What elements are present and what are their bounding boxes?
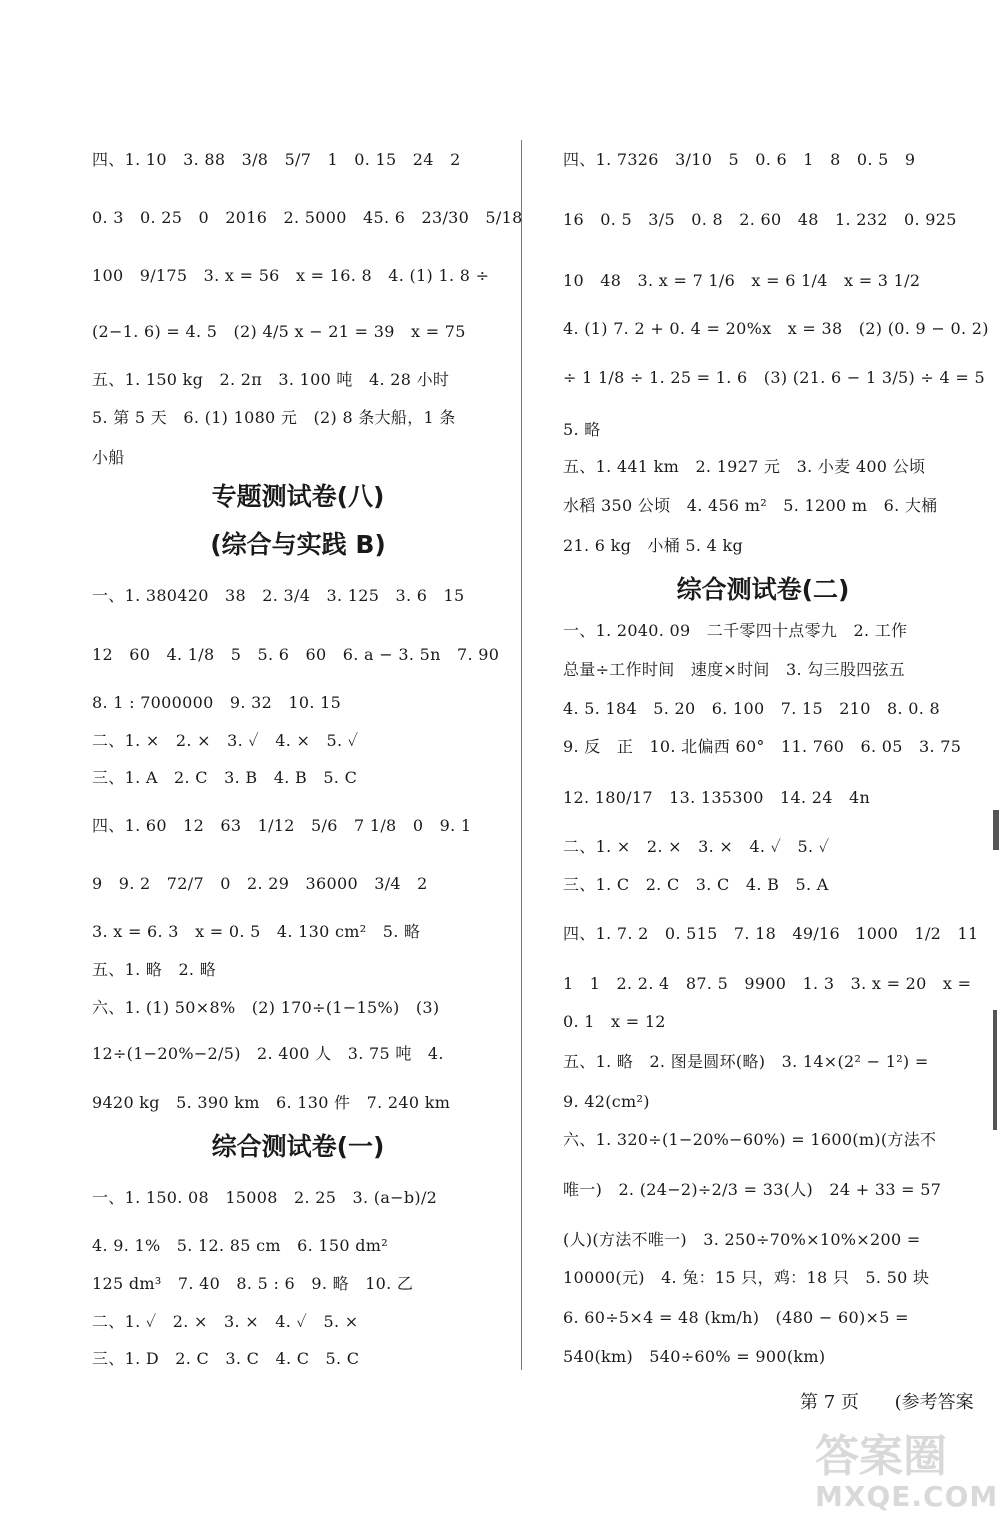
answer-line: 一、1. 150. 08 15008 2. 25 3. (a−b)/2 bbox=[92, 1188, 438, 1207]
answer-line: 四、1. 60 12 63 1/12 5/6 7 1/8 0 9. 1 bbox=[92, 816, 472, 835]
section-heading: 专题测试卷(八) bbox=[211, 482, 385, 511]
section-heading: 综合测试卷(二) bbox=[676, 575, 850, 604]
answer-line: 五、1. 略 2. 略 bbox=[92, 960, 217, 979]
answer-line: 4. 5. 184 5. 20 6. 100 7. 15 210 8. 0. 8 bbox=[563, 699, 940, 718]
answer-line: 一、1. 2040. 09 二千零四十点零九 2. 工作 bbox=[563, 621, 908, 640]
answer-line: 三、1. C 2. C 3. C 4. B 5. A bbox=[563, 875, 829, 894]
answer-line: 四、1. 7. 2 0. 515 7. 18 49/16 1000 1/2 11 bbox=[563, 924, 979, 943]
answer-line: 9. 反 正 10. 北偏西 60° 11. 760 6. 05 3. 75 bbox=[563, 737, 962, 756]
answer-line: 12 60 4. 1/8 5 5. 6 60 6. a − 3. 5n 7. 90 bbox=[92, 645, 500, 664]
answer-line: 五、1. 略 2. 图是圆环(略) 3. 14×(2² − 1²) = bbox=[563, 1052, 929, 1071]
edge-mark bbox=[993, 810, 999, 850]
answer-line: 21. 6 kg 小桶 5. 4 kg bbox=[563, 536, 744, 555]
watermark-text: 答案圈 bbox=[815, 1431, 947, 1482]
answer-line: 小船 bbox=[92, 448, 125, 467]
section-heading: 综合测试卷(一) bbox=[211, 1132, 385, 1161]
answer-line: 4. (1) 7. 2 + 0. 4 = 20%x x = 38 (2) (0. 9 − 0. 2) bbox=[563, 319, 989, 338]
answer-line: 0. 3 0. 25 0 2016 2. 5000 45. 6 23/30 5/18 bbox=[92, 208, 523, 227]
answer-line: 1 1 2. 2. 4 87. 5 9900 1. 3 3. x = 20 x = bbox=[563, 974, 972, 993]
watermark-url: MXQE.COM bbox=[815, 1480, 999, 1513]
answer-line: 四、1. 7326 3/10 5 0. 6 1 8 0. 5 9 bbox=[563, 150, 916, 169]
answer-line: 5. 第 5 天 6. (1) 1080 元 (2) 8 条大船，1 条 bbox=[92, 408, 456, 427]
answer-line: 540(km) 540÷60% = 900(km) bbox=[563, 1347, 826, 1366]
answer-line: 唯一) 2. (24−2)÷2/3 = 33(人) 24 + 33 = 57 bbox=[563, 1180, 942, 1199]
page-number: 第 7 页 bbox=[800, 1392, 859, 1413]
answer-line: 8. 1 : 7000000 9. 32 10. 15 bbox=[92, 693, 342, 712]
answer-line: 9 9. 2 72/7 0 2. 29 36000 3/4 2 bbox=[92, 874, 428, 893]
page-footer bbox=[800, 1388, 974, 1414]
answer-line: 16 0. 5 3/5 0. 8 2. 60 48 1. 232 0. 925 bbox=[563, 210, 957, 229]
answer-line: 0. 1 x = 12 bbox=[563, 1012, 666, 1031]
answer-line: 二、1. × 2. × 3. ✓ 4. × 5. ✓ bbox=[92, 731, 359, 750]
section-subheading: (综合与实践 B) bbox=[210, 530, 386, 559]
answer-line: 5. 略 bbox=[563, 420, 601, 439]
answer-line: 六、1. 320÷(1−20%−60%) = 1600(m)(方法不 bbox=[563, 1130, 937, 1149]
answer-line: 12÷(1−20%−2/5) 2. 400 人 3. 75 吨 4. bbox=[92, 1044, 444, 1063]
column-divider bbox=[521, 140, 522, 1370]
answer-line: 四、1. 10 3. 88 3/8 5/7 1 0. 15 24 2 bbox=[92, 150, 461, 169]
answer-line: 一、1. 380420 38 2. 3/4 3. 125 3. 6 15 bbox=[92, 586, 465, 605]
answer-line: 125 dm³ 7. 40 8. 5 : 6 9. 略 10. 乙 bbox=[92, 1274, 414, 1293]
answer-line: 三、1. D 2. C 3. C 4. C 5. C bbox=[92, 1349, 360, 1368]
answer-line: (人)(方法不唯一) 3. 250÷70%×10%×200 = bbox=[563, 1230, 921, 1249]
answer-line: 12. 180/17 13. 135300 14. 24 4n bbox=[563, 788, 871, 807]
answer-line: 五、1. 150 kg 2. 2π 3. 100 吨 4. 28 小时 bbox=[92, 370, 450, 389]
answer-line: 4. 9. 1% 5. 12. 85 cm 6. 150 dm² bbox=[92, 1236, 388, 1255]
answer-line: (2−1. 6) = 4. 5 (2) 4/5 x − 21 = 39 x = 75 bbox=[92, 322, 466, 341]
answer-line: 总量÷工作时间 速度×时间 3. 勾三股四弦五 bbox=[563, 660, 906, 679]
answer-line: 三、1. A 2. C 3. B 4. B 5. C bbox=[92, 768, 358, 787]
answer-line: 10 48 3. x = 7 1/6 x = 6 1/4 x = 3 1/2 bbox=[563, 271, 921, 290]
answer-line: 6. 60÷5×4 = 48 (km/h) (480 − 60)×5 = bbox=[563, 1308, 909, 1327]
answer-line: 9. 42(cm²) bbox=[563, 1092, 650, 1111]
answer-line: 五、1. 441 km 2. 1927 元 3. 小麦 400 公顷 bbox=[563, 457, 926, 476]
answer-line: ÷ 1 1/8 ÷ 1. 25 = 1. 6 (3) (21. 6 − 1 3/5) ÷ 4 = 5 bbox=[563, 368, 985, 387]
answer-line: 二、1. × 2. × 3. × 4. ✓ 5. ✓ bbox=[563, 837, 830, 856]
watermark-logo bbox=[815, 1432, 1000, 1512]
answer-line: 二、1. ✓ 2. × 3. × 4. ✓ 5. × bbox=[92, 1312, 359, 1331]
footer-note: (参考答案 bbox=[894, 1392, 974, 1413]
answer-line: 100 9/175 3. x = 56 x = 16. 8 4. (1) 1. 8 ÷ bbox=[92, 266, 490, 285]
edge-mark bbox=[993, 1010, 997, 1130]
answer-line: 9420 kg 5. 390 km 6. 130 件 7. 240 km bbox=[92, 1093, 451, 1112]
answer-line: 水稻 350 公顷 4. 456 m² 5. 1200 m 6. 大桶 bbox=[563, 496, 938, 515]
answer-line: 3. x = 6. 3 x = 0. 5 4. 130 cm² 5. 略 bbox=[92, 922, 421, 941]
answer-line: 10000(元) 4. 兔：15 只，鸡：18 只 5. 50 块 bbox=[563, 1268, 930, 1287]
answer-line: 六、1. (1) 50×8% (2) 170÷(1−15%) (3) bbox=[92, 998, 440, 1017]
